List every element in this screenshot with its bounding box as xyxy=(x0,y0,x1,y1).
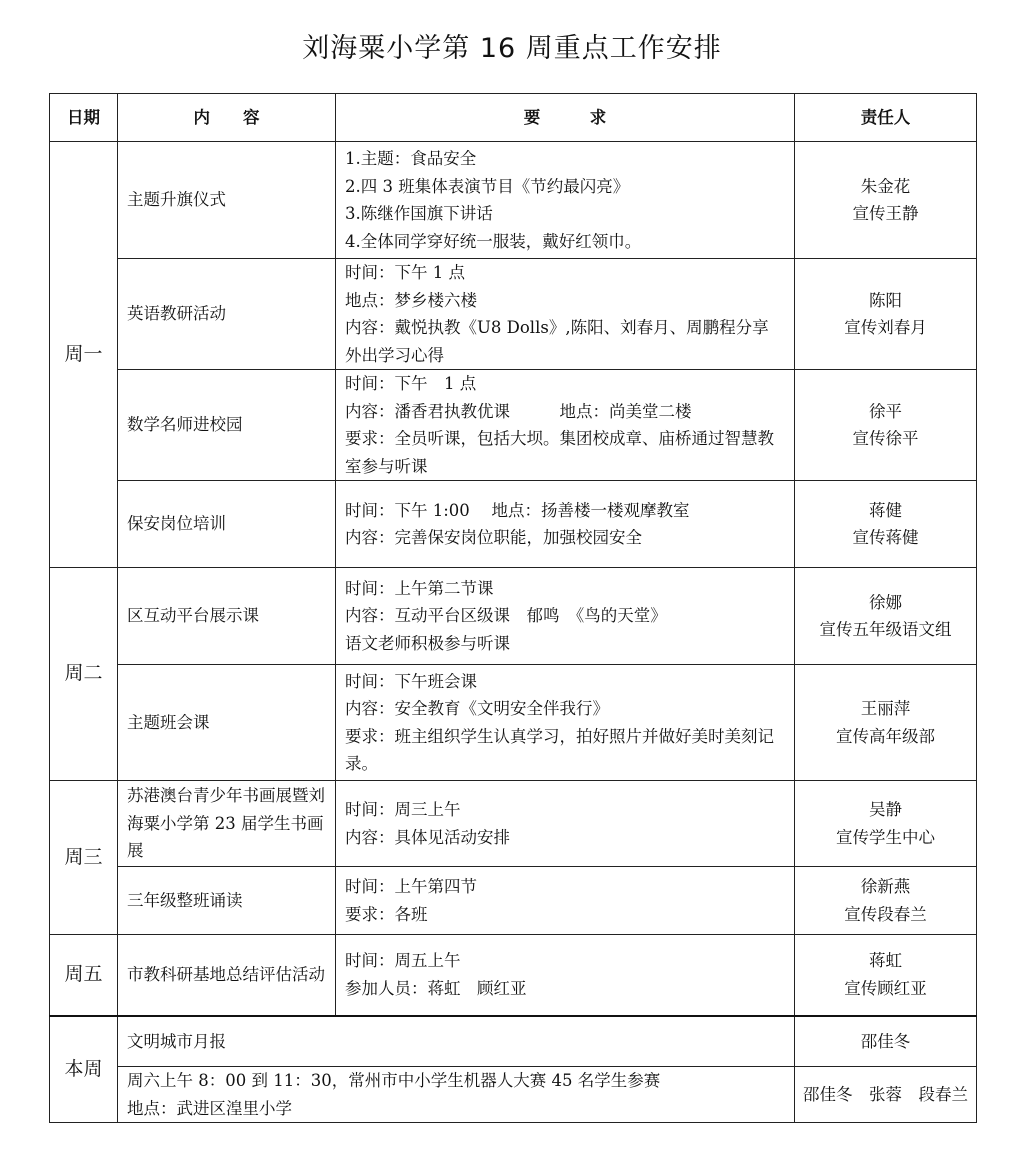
person-cell: 徐新燕 宣传段春兰 xyxy=(795,867,977,935)
content-cell: 周六上午 8：00 到 11：30，常州市中小学生机器人大赛 45 名学生参赛 地点：武进区湟里小学 xyxy=(118,1067,795,1123)
requirement-cell: 时间：上午第四节 要求：各班 xyxy=(336,867,795,935)
header-date: 日期 xyxy=(50,94,118,142)
requirement-cell: 1.主题：食品安全 2.四 3 班集体表演节目《节约最闪亮》 3.陈继作国旗下讲话 4.全体同学穿好统一服装，戴好红领巾。 xyxy=(336,142,795,259)
day-cell: 本周 xyxy=(50,1016,118,1123)
person-cell: 邵佳冬 xyxy=(795,1016,977,1067)
person-cell: 徐平 宣传徐平 xyxy=(795,370,977,481)
person-cell: 陈阳 宣传刘春月 xyxy=(795,259,977,370)
table-row xyxy=(50,665,977,781)
table-row xyxy=(50,935,977,1016)
content-cell: 主题班会课 xyxy=(118,665,336,781)
person-cell: 邵佳冬 张蓉 段春兰 xyxy=(795,1067,977,1123)
table-row xyxy=(50,867,977,935)
person-cell: 朱金花 宣传王静 xyxy=(795,142,977,259)
table-row xyxy=(50,259,977,370)
header-row xyxy=(50,94,977,142)
person-cell: 蒋健 宣传蒋健 xyxy=(795,481,977,568)
table-row xyxy=(50,370,977,481)
content-cell: 保安岗位培训 xyxy=(118,481,336,568)
requirement-cell: 时间：下午 1 点 内容：潘香君执教优课 地点：尚美堂二楼 要求：全员听课，包括大坝。集团校成章、庙桥通过智慧教室参与听课 xyxy=(336,370,795,481)
header-requirement: 要 求 xyxy=(336,94,795,142)
day-cell: 周二 xyxy=(50,568,118,781)
content-cell: 苏港澳台青少年书画展暨刘海粟小学第 23 届学生书画展 xyxy=(118,781,336,867)
person-cell: 蒋虹 宣传顾红亚 xyxy=(795,935,977,1016)
person-cell: 王丽萍 宣传高年级部 xyxy=(795,665,977,781)
requirement-cell: 时间：下午班会课 内容：安全教育《文明安全伴我行》 要求：班主组织学生认真学习，拍好照片并做好美时美刻记录。 xyxy=(336,665,795,781)
table-row xyxy=(50,781,977,867)
table-row xyxy=(50,142,977,259)
requirement-cell: 时间：下午 1 点 地点：梦乡楼六楼 内容：戴悦执教《U8 Dolls》,陈阳、刘春月、周鹏程分享外出学习心得 xyxy=(336,259,795,370)
content-cell: 数学名师进校园 xyxy=(118,370,336,481)
header-person: 责任人 xyxy=(795,94,977,142)
day-cell: 周一 xyxy=(50,142,118,568)
page-title: 刘海粟小学第 16 周重点工作安排 xyxy=(302,33,722,64)
table-row xyxy=(50,1067,977,1123)
schedule-table xyxy=(49,93,977,1123)
requirement-cell: 时间：周三上午 内容：具体见活动安排 xyxy=(336,781,795,867)
requirement-cell: 时间：下午 1:00 地点：扬善楼一楼观摩教室 内容：完善保安岗位职能，加强校园安全 xyxy=(336,481,795,568)
person-cell: 徐娜 宣传五年级语文组 xyxy=(795,568,977,665)
table-row xyxy=(50,568,977,665)
header-content: 内 容 xyxy=(118,94,336,142)
content-cell: 文明城市月报 xyxy=(118,1016,795,1067)
content-cell: 主题升旗仪式 xyxy=(118,142,336,259)
content-cell: 市教科研基地总结评估活动 xyxy=(118,935,336,1016)
person-cell: 吴静 宣传学生中心 xyxy=(795,781,977,867)
table-row xyxy=(50,481,977,568)
day-cell: 周五 xyxy=(50,935,118,1016)
content-cell: 英语教研活动 xyxy=(118,259,336,370)
requirement-cell: 时间：周五上午 参加人员：蒋虹 顾红亚 xyxy=(336,935,795,1016)
content-cell: 三年级整班诵读 xyxy=(118,867,336,935)
content-cell: 区互动平台展示课 xyxy=(118,568,336,665)
day-cell: 周三 xyxy=(50,781,118,935)
table-row xyxy=(50,1016,977,1067)
requirement-cell: 时间：上午第二节课 内容：互动平台区级课 郁鸣 《鸟的天堂》 语文老师积极参与听课 xyxy=(336,568,795,665)
